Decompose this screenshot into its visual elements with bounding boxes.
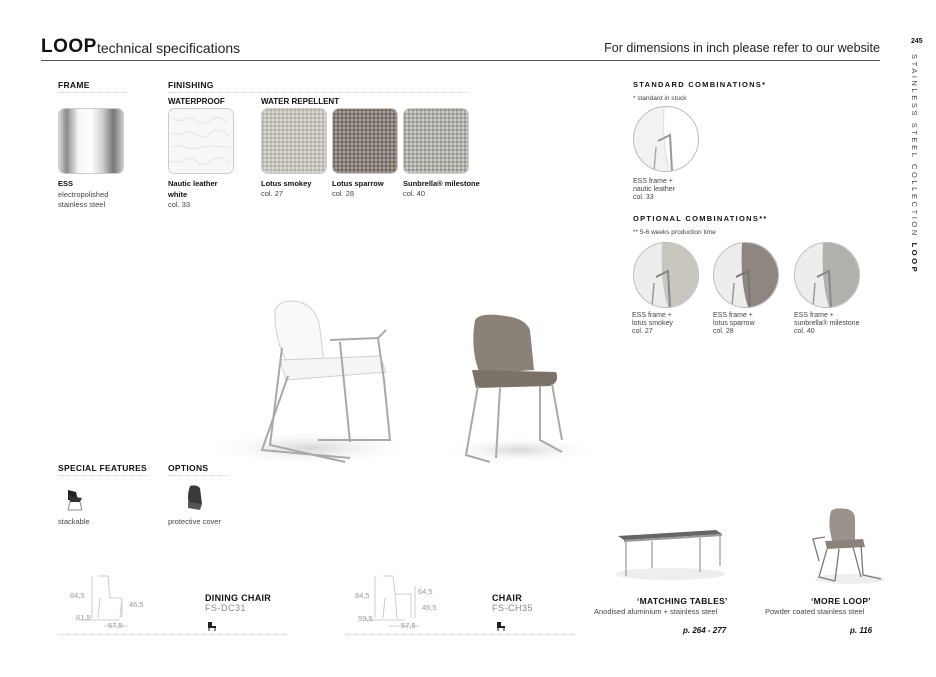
product-1-code: FS-DC31 bbox=[205, 603, 247, 613]
matching-tables-sub: Anodised aluminium + stainless steel bbox=[594, 607, 718, 616]
chair-detail-icon bbox=[795, 243, 859, 307]
optional-2-line2: lotus sparrow bbox=[713, 320, 755, 327]
optional-1-line3: col. 27 bbox=[632, 328, 653, 335]
swatch-3-name: Lotus sparrow bbox=[332, 179, 384, 188]
standard-combinations-heading: STANDARD COMBINATIONS* bbox=[633, 80, 767, 89]
protective-cover-label: protective cover bbox=[168, 517, 221, 526]
fabric-texture-icon bbox=[333, 109, 397, 173]
stackable-icon bbox=[64, 488, 86, 512]
finishing-divider bbox=[168, 92, 468, 94]
swatch-1-name: Nautic leather bbox=[168, 179, 218, 188]
optional-combination-sparrow bbox=[713, 242, 779, 308]
matching-table-photo bbox=[612, 522, 727, 584]
chair-detail-icon bbox=[634, 107, 698, 171]
optional-3-line3: col. 40 bbox=[794, 328, 815, 335]
optional-1-line2: lotus smokey bbox=[632, 320, 673, 327]
standard-item-line3: col. 33 bbox=[633, 194, 654, 201]
sidebar-brand: LOOP bbox=[910, 242, 919, 275]
brand-title: LOOP bbox=[41, 36, 97, 57]
standard-item-line1: ESS frame + bbox=[633, 178, 673, 185]
product-2-divider bbox=[345, 634, 575, 636]
product-2-code: FS-CH35 bbox=[492, 603, 534, 613]
standard-item-line2: nautic leather bbox=[633, 186, 676, 193]
swatch-lotus-smokey bbox=[261, 108, 327, 174]
protective-cover-icon bbox=[184, 484, 206, 512]
sidebar-text: STAINLESS STEEL COLLECTION bbox=[910, 54, 919, 238]
page-title: technical specifications bbox=[97, 40, 241, 56]
swatch-2-name: Lotus smokey bbox=[261, 179, 312, 188]
more-loop-sub: Powder coated stainless steel bbox=[765, 607, 865, 616]
matching-tables-title: ‘MATCHING TABLES’ bbox=[637, 596, 728, 606]
product-1-name: DINING CHAIR bbox=[205, 593, 272, 603]
main-product-photo bbox=[200, 290, 620, 475]
swatch-1-name-2: white bbox=[168, 190, 188, 199]
sidebar-collection-label bbox=[905, 54, 919, 274]
more-loop-title: ‘MORE LOOP’ bbox=[811, 596, 871, 606]
swatch-3-col: col. 28 bbox=[332, 189, 355, 198]
optional-note: ** 5-6 weeks production time bbox=[633, 229, 716, 236]
dimensions-note: For dimensions in inch please refer to our website bbox=[604, 41, 880, 55]
optional-combination-milestone bbox=[794, 242, 860, 308]
optional-3-line2: sunbrella® milestone bbox=[794, 320, 860, 327]
swatch-4-name: Sunbrella® milestone bbox=[403, 179, 480, 188]
frame-desc-2: stainless steel bbox=[58, 200, 106, 209]
more-loop-photo bbox=[805, 505, 885, 585]
frame-heading: FRAME bbox=[58, 80, 90, 90]
leather-texture-icon bbox=[169, 109, 233, 173]
fabric-texture-icon bbox=[262, 109, 326, 173]
page-number: 245 bbox=[911, 38, 923, 45]
chair-detail-icon bbox=[714, 243, 778, 307]
frame-desc-1: electropolished bbox=[58, 190, 109, 199]
options-heading: OPTIONS bbox=[168, 463, 209, 473]
options-divider bbox=[168, 475, 228, 477]
fabric-texture-icon bbox=[404, 109, 468, 173]
standard-note: * standard in stock bbox=[633, 95, 687, 102]
frame-name: ESS bbox=[58, 179, 74, 188]
finishing-heading: FINISHING bbox=[168, 80, 214, 90]
frame-divider bbox=[58, 92, 128, 94]
optional-combinations-heading: OPTIONAL COMBINATIONS** bbox=[633, 214, 768, 223]
waterproof-label: WATERPROOF bbox=[168, 97, 225, 106]
special-divider bbox=[58, 475, 148, 477]
dim-depth: 57,5 bbox=[108, 621, 123, 630]
dim-height: 84,5 bbox=[70, 591, 85, 600]
swatch-nautic-white bbox=[168, 108, 234, 174]
chair-symbol-icon bbox=[496, 621, 506, 631]
optional-2-line1: ESS frame + bbox=[713, 312, 753, 319]
steel-texture-icon bbox=[59, 109, 123, 173]
dim-depth: 57,5 bbox=[401, 621, 416, 630]
shadow bbox=[440, 436, 600, 464]
optional-3-line1: ESS frame + bbox=[794, 312, 834, 319]
swatch-1-col: col. 33 bbox=[168, 200, 191, 209]
more-loop-page[interactable]: p. 116 bbox=[850, 626, 873, 635]
optional-2-line3: col. 28 bbox=[713, 328, 734, 335]
frame-swatch-steel bbox=[58, 108, 124, 174]
header-rule bbox=[41, 60, 880, 61]
dim-height: 84,5 bbox=[355, 591, 370, 600]
swatch-4-col: col. 40 bbox=[403, 189, 426, 198]
dim-seat: 46,5 bbox=[422, 603, 437, 612]
dim-width: 59,5 bbox=[358, 614, 373, 623]
matching-tables-page[interactable]: p. 264 - 277 bbox=[683, 626, 727, 635]
chair-symbol-icon bbox=[207, 621, 217, 631]
swatch-sunbrella-milestone bbox=[403, 108, 469, 174]
swatch-lotus-sparrow bbox=[332, 108, 398, 174]
optional-combination-smokey bbox=[633, 242, 699, 308]
product-1-divider bbox=[58, 634, 288, 636]
dim-seat: 46,5 bbox=[129, 600, 144, 609]
dim-width: 61,5 bbox=[76, 613, 91, 622]
stackable-label: stackable bbox=[58, 517, 90, 526]
special-features-heading: SPECIAL FEATURES bbox=[58, 463, 148, 473]
dim-arm: 64,5 bbox=[418, 587, 433, 596]
swatch-2-col: col. 27 bbox=[261, 189, 284, 198]
optional-1-line1: ESS frame + bbox=[632, 312, 672, 319]
water-repellent-label: WATER REPELLENT bbox=[261, 97, 340, 106]
chair-detail-icon bbox=[634, 243, 698, 307]
shadow bbox=[205, 430, 415, 466]
standard-combination-image bbox=[633, 106, 699, 172]
chair-dimension-drawing bbox=[355, 570, 445, 634]
product-2-name: CHAIR bbox=[492, 593, 522, 603]
